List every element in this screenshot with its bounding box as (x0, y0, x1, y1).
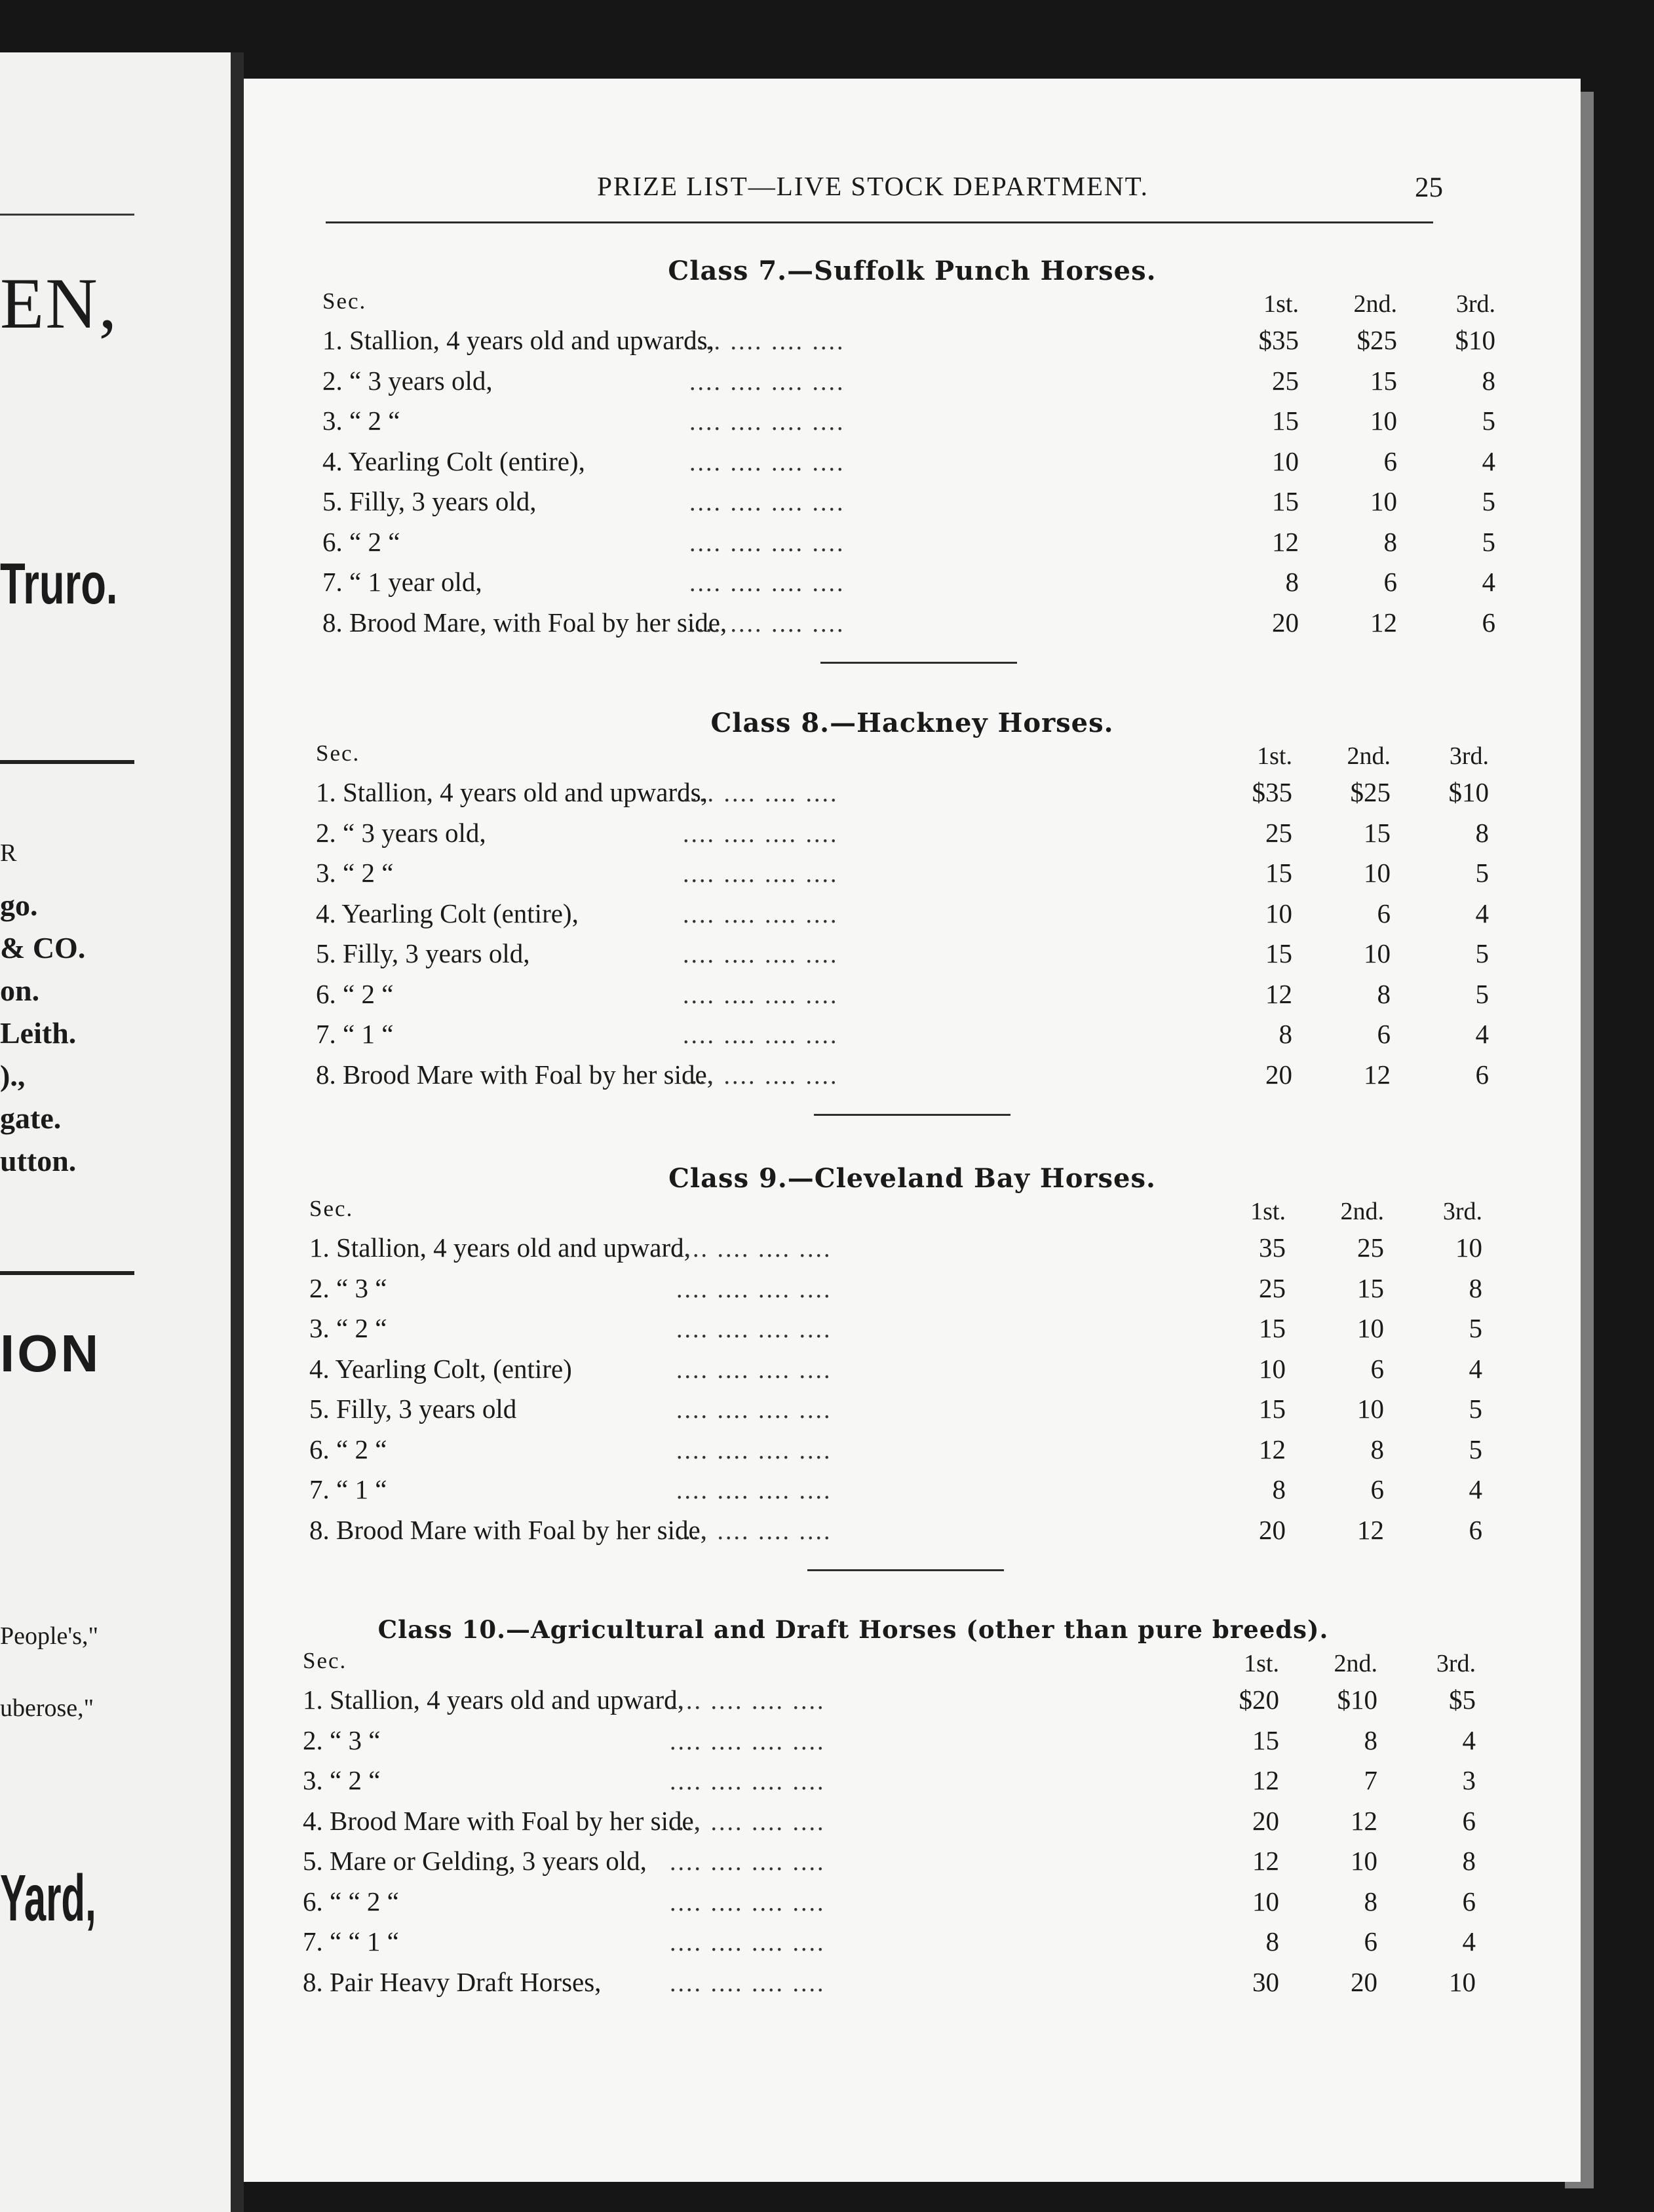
third-prize: $10 (1448, 777, 1489, 807)
entry-description: 2. “ 3 years old, (316, 817, 486, 848)
first-prize: 8 (1265, 1926, 1279, 1956)
header-rule (326, 221, 1433, 223)
leader-dots: .... .... .... .... (683, 780, 839, 807)
leader-dots: .... .... .... .... (689, 328, 845, 355)
prize-entry-row (244, 898, 1581, 938)
prize-column-header: 2nd. (1334, 1650, 1377, 1677)
third-prize: 4 (1482, 567, 1495, 597)
first-prize: 15 (1259, 1394, 1286, 1424)
leader-dots: .... .... .... .... (676, 1517, 832, 1545)
entry-description: 7. “ 1 “ (309, 1474, 387, 1504)
prize-entry-row (244, 1434, 1581, 1474)
third-prize: 8 (1462, 1846, 1476, 1876)
prize-entry-row (244, 446, 1581, 486)
left-rule (0, 1271, 134, 1275)
prize-column-header: 3rd. (1455, 290, 1495, 318)
prize-entry-row (244, 405, 1581, 446)
third-prize: 6 (1475, 1059, 1489, 1090)
entry-description: 3. “ 2 “ (316, 858, 394, 888)
second-prize: 10 (1364, 938, 1391, 968)
second-prize: $10 (1337, 1685, 1377, 1715)
third-prize: 8 (1469, 1272, 1482, 1303)
entry-description: 3. “ 2 “ (322, 406, 400, 436)
second-prize: 6 (1370, 1474, 1384, 1504)
leader-dots: .... .... .... .... (676, 1477, 832, 1504)
running-head (244, 170, 1581, 210)
second-prize: 7 (1364, 1765, 1377, 1795)
left-fragment-line: & CO. (0, 931, 86, 964)
prize-entry-row (244, 776, 1581, 817)
first-prize: 15 (1252, 1725, 1279, 1755)
third-prize: 5 (1475, 938, 1489, 968)
prize-entry-row (244, 978, 1581, 1019)
first-prize: 12 (1265, 978, 1292, 1009)
prize-column-header: 1st. (1244, 1650, 1279, 1677)
first-prize: $20 (1239, 1685, 1279, 1715)
class-title: Class 8.—Hackney Horses. (710, 708, 1114, 738)
third-prize: 8 (1475, 817, 1489, 848)
entry-description: 5. Filly, 3 years old, (322, 486, 537, 516)
left-fragment-line: utton. (0, 1144, 77, 1177)
second-prize: 6 (1364, 1926, 1377, 1956)
leader-dots: .... .... .... .... (676, 1275, 832, 1303)
third-prize: 6 (1462, 1886, 1476, 1916)
entry-description: 8. Pair Heavy Draft Horses, (303, 1966, 602, 1997)
leader-dots: .... .... .... .... (670, 1969, 826, 1997)
entry-description: 5. Filly, 3 years old, (316, 938, 530, 968)
left-facing-page (0, 52, 231, 2212)
leader-dots: .... .... .... .... (683, 860, 839, 888)
first-prize: 8 (1279, 1019, 1292, 1049)
class-title: Class 9.—Cleveland Bay Horses. (668, 1163, 1156, 1194)
second-prize: 10 (1357, 1313, 1384, 1343)
first-prize: 20 (1265, 1059, 1292, 1090)
prize-entry-row (244, 1725, 1581, 1765)
third-prize: 4 (1475, 898, 1489, 928)
leader-dots: .... .... .... .... (676, 1356, 832, 1384)
second-prize: 12 (1351, 1805, 1377, 1836)
prize-entry-row (244, 1764, 1581, 1805)
leader-dots: .... .... .... .... (683, 820, 839, 848)
first-prize: 10 (1265, 898, 1292, 928)
entry-description: 7. “ “ 1 “ (303, 1926, 399, 1956)
third-prize: 3 (1462, 1765, 1476, 1795)
leader-dots: .... .... .... .... (676, 1436, 832, 1464)
third-prize: $5 (1449, 1685, 1476, 1715)
first-prize: 25 (1259, 1272, 1286, 1303)
second-prize: 12 (1364, 1059, 1391, 1090)
leader-dots: .... .... .... .... (689, 609, 845, 638)
prize-column-header: 3rd. (1442, 1198, 1482, 1225)
entry-description: 6. “ 2 “ (316, 978, 394, 1009)
leader-dots: .... .... .... .... (689, 529, 845, 557)
left-fragment-line: Leith. (0, 1016, 77, 1050)
leader-dots: .... .... .... .... (689, 408, 845, 436)
prize-entry-row (244, 1805, 1581, 1846)
second-prize: 10 (1364, 858, 1391, 888)
left-fragment-line: Yard, (0, 1861, 96, 1935)
entry-description: 6. “ 2 “ (322, 526, 400, 557)
prize-entry-row (244, 1393, 1581, 1434)
entry-description: 8. Brood Mare with Foal by her side, (309, 1514, 707, 1545)
second-prize: 12 (1357, 1514, 1384, 1545)
third-prize: 10 (1455, 1232, 1482, 1263)
second-prize: 20 (1351, 1966, 1377, 1997)
third-prize: 5 (1469, 1313, 1482, 1343)
third-prize: 4 (1482, 446, 1495, 476)
second-prize: 25 (1357, 1232, 1384, 1263)
leader-dots: .... .... .... .... (670, 1929, 826, 1956)
leader-dots: .... .... .... .... (683, 1061, 839, 1090)
third-prize: 8 (1482, 365, 1495, 396)
leader-dots: .... .... .... .... (676, 1396, 832, 1424)
class-title: Class 10.—Agricultural and Draft Horses (other than pure breeds). (377, 1615, 1329, 1644)
leader-dots: .... .... .... .... (670, 1888, 826, 1916)
third-prize: 6 (1462, 1805, 1476, 1836)
leader-dots: .... .... .... .... (670, 1808, 826, 1836)
first-prize: 12 (1252, 1846, 1279, 1876)
second-prize: 6 (1383, 446, 1397, 476)
second-prize: 6 (1377, 1019, 1391, 1049)
first-prize: 12 (1259, 1434, 1286, 1464)
prize-entry-row (244, 1353, 1581, 1394)
first-prize: 20 (1252, 1805, 1279, 1836)
entry-description: 1. Stallion, 4 years old and upward, (309, 1232, 691, 1263)
left-fragment-line: gate. (0, 1101, 62, 1135)
left-fragment-line: uberose," (0, 1694, 94, 1722)
class-title: Class 7.—Suffolk Punch Horses. (668, 256, 1157, 286)
entry-description: 7. “ 1 year old, (322, 567, 482, 597)
third-prize: 4 (1462, 1725, 1476, 1755)
main-page (244, 79, 1581, 2182)
prize-entry-row (244, 1926, 1581, 1966)
prize-entry-row (244, 1272, 1581, 1313)
section-divider (807, 1569, 1004, 1571)
first-prize: 35 (1259, 1232, 1286, 1263)
entry-description: 8. Brood Mare, with Foal by her side, (322, 607, 727, 638)
second-prize: 6 (1370, 1353, 1384, 1384)
second-prize: 8 (1383, 526, 1397, 557)
third-prize: 4 (1475, 1019, 1489, 1049)
first-prize: 8 (1285, 567, 1299, 597)
entry-description: 2. “ 3 “ (303, 1725, 381, 1755)
leader-dots: .... .... .... .... (683, 900, 839, 928)
prize-entry-row (244, 486, 1581, 526)
prize-entry-row (244, 324, 1581, 365)
second-prize: $25 (1350, 777, 1391, 807)
entry-description: 7. “ 1 “ (316, 1019, 394, 1049)
third-prize: 5 (1482, 526, 1495, 557)
third-prize: 5 (1469, 1394, 1482, 1424)
first-prize: 15 (1259, 1313, 1286, 1343)
prize-column-header: 2nd. (1353, 290, 1397, 318)
prize-column-header: 1st. (1263, 290, 1299, 318)
second-prize: 15 (1357, 1272, 1384, 1303)
second-prize: 15 (1364, 817, 1391, 848)
first-prize: $35 (1258, 325, 1299, 355)
page-number: 25 (1415, 172, 1443, 203)
entry-description: 3. “ 2 “ (303, 1765, 381, 1795)
prize-entry-row (244, 1474, 1581, 1514)
prize-entry-row (244, 526, 1581, 567)
third-prize: 5 (1469, 1434, 1482, 1464)
third-prize: 5 (1482, 406, 1495, 436)
entry-description: 2. “ 3 years old, (322, 365, 493, 396)
section-label: Sec. (303, 1648, 347, 1673)
prize-entry-row (244, 1684, 1581, 1725)
third-prize: 5 (1482, 486, 1495, 516)
leader-dots: .... .... .... .... (670, 1768, 826, 1795)
left-rule (0, 214, 134, 216)
entry-description: 6. “ “ 2 “ (303, 1886, 399, 1916)
section-label: Sec. (309, 1196, 354, 1221)
entry-description: 4. Yearling Colt, (entire) (309, 1353, 572, 1384)
first-prize: $35 (1252, 777, 1292, 807)
prize-entry-row (244, 1886, 1581, 1926)
prize-column-header: 1st. (1250, 1198, 1286, 1225)
second-prize: 10 (1370, 406, 1397, 436)
prize-column-header: 3rd. (1449, 742, 1489, 770)
first-prize: 15 (1265, 938, 1292, 968)
entry-description: 1. Stallion, 4 years old and upward, (303, 1685, 684, 1715)
second-prize: 8 (1370, 1434, 1384, 1464)
third-prize: 6 (1469, 1514, 1482, 1545)
first-prize: 15 (1272, 486, 1299, 516)
first-prize: 15 (1272, 406, 1299, 436)
third-prize: 5 (1475, 978, 1489, 1009)
entry-description: 1. Stallion, 4 years old and upwards, (322, 325, 714, 355)
prize-entry-row (244, 1232, 1581, 1272)
first-prize: 12 (1252, 1765, 1279, 1795)
first-prize: 8 (1272, 1474, 1286, 1504)
first-prize: 30 (1252, 1966, 1279, 1997)
first-prize: 15 (1265, 858, 1292, 888)
entry-description: 4. Brood Mare with Foal by her side, (303, 1805, 701, 1836)
prize-column-header: 2nd. (1347, 742, 1391, 770)
leader-dots: .... .... .... .... (683, 941, 839, 968)
first-prize: 10 (1272, 446, 1299, 476)
second-prize: 10 (1357, 1394, 1384, 1424)
prize-entry-row (244, 365, 1581, 406)
entry-description: 5. Mare or Gelding, 3 years old, (303, 1846, 647, 1876)
left-fragment-line: Truro. (0, 551, 118, 616)
section-divider (814, 1114, 1010, 1116)
left-fragment-line: EN, (0, 263, 119, 343)
second-prize: 8 (1364, 1725, 1377, 1755)
section-label: Sec. (322, 288, 367, 314)
third-prize: 4 (1469, 1353, 1482, 1384)
prize-entry-row (244, 1514, 1581, 1555)
third-prize: 4 (1462, 1926, 1476, 1956)
second-prize: 6 (1377, 898, 1391, 928)
first-prize: 25 (1272, 365, 1299, 396)
prize-entry-row (244, 817, 1581, 858)
entry-description: 4. Yearling Colt (entire), (316, 898, 579, 928)
left-fragment-line: go. (0, 888, 38, 922)
second-prize: 12 (1370, 607, 1397, 638)
second-prize: 10 (1351, 1846, 1377, 1876)
third-prize: 10 (1449, 1966, 1476, 1997)
first-prize: 25 (1265, 817, 1292, 848)
section-divider (820, 662, 1017, 664)
third-prize: 6 (1482, 607, 1495, 638)
prize-entry-row (244, 607, 1581, 647)
second-prize: $25 (1356, 325, 1397, 355)
prize-entry-row (244, 938, 1581, 978)
entry-description: 1. Stallion, 4 years old and upwards, (316, 777, 708, 807)
second-prize: 10 (1370, 486, 1397, 516)
left-fragment-line: R (0, 839, 17, 867)
second-prize: 8 (1377, 978, 1391, 1009)
second-prize: 15 (1370, 365, 1397, 396)
leader-dots: .... .... .... .... (689, 489, 845, 516)
entry-description: 3. “ 2 “ (309, 1313, 387, 1343)
page-gutter (231, 52, 244, 2212)
leader-dots: .... .... .... .... (689, 368, 845, 396)
third-prize: 5 (1475, 858, 1489, 888)
first-prize: 20 (1272, 607, 1299, 638)
third-prize: 4 (1469, 1474, 1482, 1504)
first-prize: 12 (1272, 526, 1299, 557)
prize-column-header: 3rd. (1436, 1650, 1476, 1677)
first-prize: 10 (1252, 1886, 1279, 1916)
prize-entry-row (244, 1966, 1581, 2007)
left-fragment-line: on. (0, 974, 40, 1007)
left-fragment-line: )., (0, 1059, 26, 1092)
page-title: PRIZE LIST—LIVE STOCK DEPARTMENT. (597, 171, 1149, 201)
leader-dots: .... .... .... .... (689, 448, 845, 476)
first-prize: 20 (1259, 1514, 1286, 1545)
prize-entry-row (244, 1059, 1581, 1099)
leader-dots: .... .... .... .... (670, 1687, 826, 1715)
prize-column-header: 1st. (1257, 742, 1292, 770)
leader-dots: .... .... .... .... (676, 1316, 832, 1343)
prize-entry-row (244, 1018, 1581, 1059)
left-fragment-line: ION (0, 1324, 102, 1382)
entry-description: 8. Brood Mare with Foal by her side, (316, 1059, 714, 1090)
left-rule (0, 760, 134, 764)
second-prize: 8 (1364, 1886, 1377, 1916)
entry-description: 4. Yearling Colt (entire), (322, 446, 585, 476)
second-prize: 6 (1383, 567, 1397, 597)
prize-entry-row (244, 1312, 1581, 1353)
first-prize: 10 (1259, 1353, 1286, 1384)
leader-dots: .... .... .... .... (689, 569, 845, 597)
leader-dots: .... .... .... .... (683, 1021, 839, 1049)
leader-dots: .... .... .... .... (670, 1848, 826, 1876)
entry-description: 2. “ 3 “ (309, 1272, 387, 1303)
entry-description: 6. “ 2 “ (309, 1434, 387, 1464)
prize-column-header: 2nd. (1340, 1198, 1384, 1225)
leader-dots: .... .... .... .... (676, 1235, 832, 1263)
prize-entry-row (244, 857, 1581, 898)
section-label: Sec. (316, 740, 360, 766)
leader-dots: .... .... .... .... (670, 1727, 826, 1755)
leader-dots: .... .... .... .... (683, 981, 839, 1009)
entry-description: 5. Filly, 3 years old (309, 1394, 517, 1424)
prize-entry-row (244, 566, 1581, 607)
prize-entry-row (244, 1845, 1581, 1886)
left-fragment-line: People's," (0, 1622, 99, 1650)
third-prize: $10 (1455, 325, 1495, 355)
